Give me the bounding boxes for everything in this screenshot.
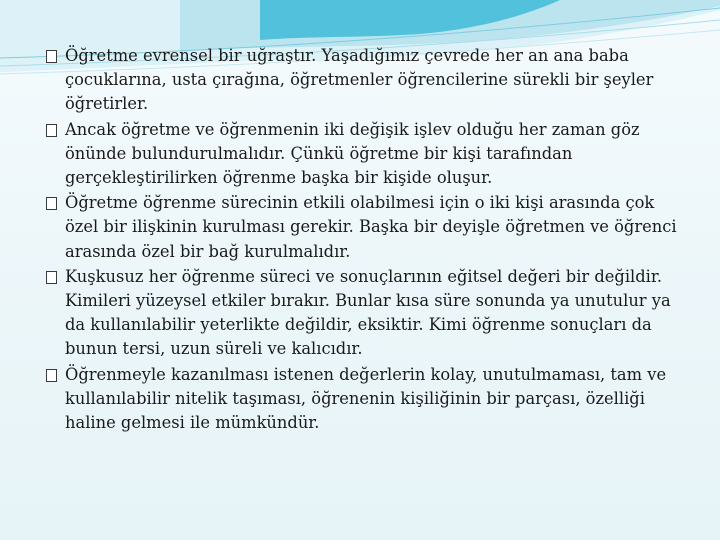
bullet-text: Öğrenmeyle kazanılması istenen değerlerin kolay, unutulmaması, tam ve kullanılabilir nitelik taşıması, öğrenenin kişiliğinin bir parçası, özelliği haline gelmesi ile mümkündür.	[65, 364, 667, 433]
bullet-box-icon	[46, 50, 57, 63]
bullet-text: Kuşkusuz her öğrenme süreci ve sonuçlarının eğitsel değeri bir değildir. Kimileri yüzeysel etkiler bırakır. Bunlar kısa süre sonunda ya unutulur ya da kullanılabilir yeterlikte değildir, eksiktir. Kimi öğrenme sonuçları da bunun tersi, uzun süreli ve kalıcıdır.	[65, 266, 671, 359]
bullet-text: Öğretme öğrenme sürecinin etkili olabilmesi için o iki kişi arasında çok özel bir ilişkinin kurulması gerekir. Başka bir deyişle öğretmen ve öğrenci arasında özel bir bağ kurulmalıdır.	[65, 193, 677, 261]
bullet-text: Öğretme evrensel bir uğraştır. Yaşadığımız çevrede her an ana baba çocuklarına, usta çırağına, öğretmenler öğrencilerine sürekli bir şeyler öğretirler.	[65, 46, 654, 114]
bullet-list	[46, 44, 682, 436]
bullet-item	[46, 44, 682, 117]
bullet-box-icon	[46, 369, 57, 382]
bullet-box-icon	[46, 197, 57, 210]
bullet-item	[46, 191, 682, 264]
bullet-item	[46, 118, 682, 191]
bullet-item	[46, 265, 682, 362]
bullet-box-icon	[46, 124, 57, 137]
bullet-item	[46, 363, 682, 436]
bullet-box-icon	[46, 271, 57, 284]
bullet-text: Ancak öğretme ve öğrenmenin iki değişik işlev olduğu her zaman göz önünde bulundurulmalıdır. Çünkü öğretme bir kişi tarafından gerçekleştirilirken öğrenme başka bir kişide oluşur.	[65, 119, 640, 188]
